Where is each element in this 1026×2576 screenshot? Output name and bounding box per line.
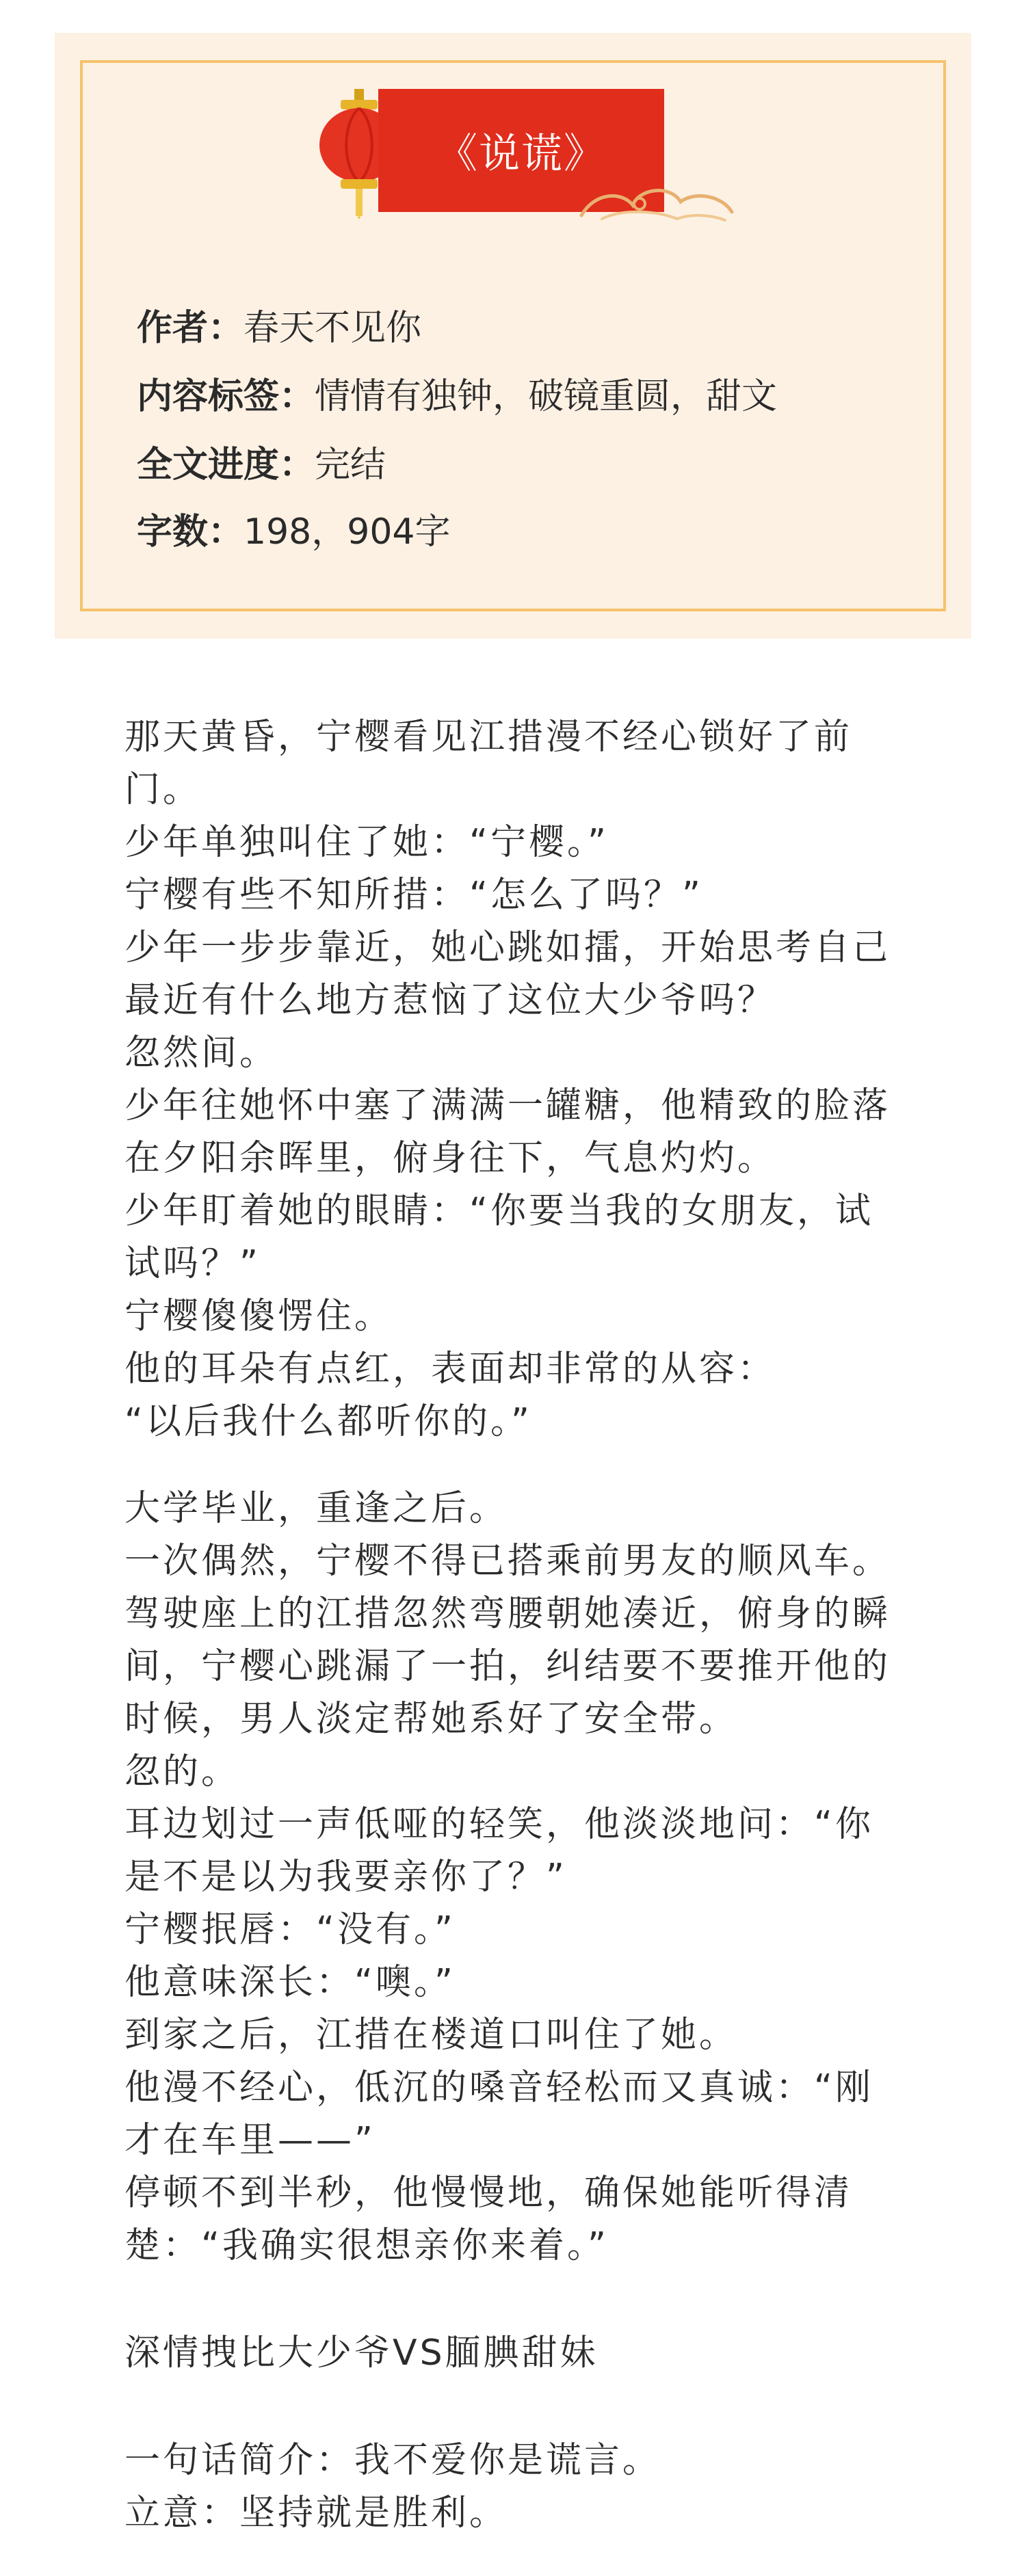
title-banner [315, 75, 739, 226]
section-gap [124, 2272, 908, 2327]
paragraph: 少年单独叫住了她：“宁樱。” [124, 822, 609, 863]
paragraph: 他意味深长：“噢。” [124, 1962, 456, 2003]
tagline: 深情拽比大少爷VS腼腆甜妹 [124, 2333, 598, 2374]
progress-row [137, 444, 386, 486]
cloud-decoration-icon [575, 178, 739, 226]
paragraph: 到家之后，江措在楼道口叫住了她。 [124, 2015, 738, 2056]
wordcount-row [137, 512, 451, 553]
paragraph: 忽然间。 [124, 1033, 278, 1074]
author-value: 春天不见你 [244, 308, 422, 349]
progress-value: 完结 [315, 444, 386, 486]
tags-row [137, 376, 777, 417]
paragraph: 忽的。 [124, 1751, 240, 1792]
paragraph: 一次偶然，宁樱不得已搭乘前男友的顺风车。 [124, 1541, 891, 1582]
one-line-summary: 一句话简介：我不爱你是谎言。 [124, 2440, 661, 2481]
paragraph: 少年盯着她的眼睛：“你要当我的女朋友，试试吗？” [124, 1191, 873, 1284]
paragraph: 停顿不到半秒，他慢慢地，确保她能听得清楚：“我确实很想亲你来着。” [124, 2173, 853, 2266]
paragraph: 他漫不经心，低沉的嗓音轻松而又真诚：“刚才在车里——” [124, 2067, 873, 2161]
tags-label: 内容标签： [137, 376, 315, 417]
theme-statement: 立意：坚持就是胜利。 [124, 2493, 508, 2534]
tags-value: 情情有独钟，破镜重圆，甜文 [315, 376, 778, 417]
author-label: 作者： [137, 308, 244, 349]
paragraph: 耳边划过一声低哑的轻笑，他淡淡地问：“你是不是以为我要亲你了？” [124, 1804, 873, 1898]
section-gap [124, 1448, 908, 1483]
paragraph: 驾驶座上的江措忽然弯腰朝她凑近，俯身的瞬间，宁樱心跳漏了一拍，纠结要不要推开他的时候，男人淡定帮她系好了安全带。 [124, 1593, 891, 1740]
wordcount-value: 198，904字 [244, 512, 451, 553]
paragraph: “以后我什么都听你的。” [124, 1401, 532, 1442]
paragraph: 少年一步步靠近，她心跳如擂，开始思考自己最近有什么地方惹恼了这位大少爷吗？ [124, 927, 891, 1021]
paragraph: 宁樱傻傻愣住。 [124, 1296, 393, 1337]
book-info-card [55, 33, 971, 639]
book-title: 《说谎》 [378, 89, 664, 212]
section-gap [124, 2380, 908, 2434]
paragraph: 大学毕业，重逢之后。 [124, 1488, 508, 1529]
synopsis-text [124, 711, 908, 2540]
progress-label: 全文进度： [137, 444, 315, 486]
paragraph: 少年往她怀中塞了满满一罐糖，他精致的脸落在夕阳余晖里，俯身往下，气息灼灼。 [124, 1085, 891, 1179]
wordcount-label: 字数： [137, 512, 244, 553]
paragraph: 宁樱有些不知所措：“怎么了吗？” [124, 875, 703, 916]
paragraph: 宁樱抿唇：“没有。” [124, 1909, 456, 1950]
paragraph: 那天黄昏，宁樱看见江措漫不经心锁好了前门。 [124, 717, 853, 810]
author-row [137, 308, 421, 349]
paragraph: 他的耳朵有点红，表面却非常的从容： [124, 1349, 776, 1390]
